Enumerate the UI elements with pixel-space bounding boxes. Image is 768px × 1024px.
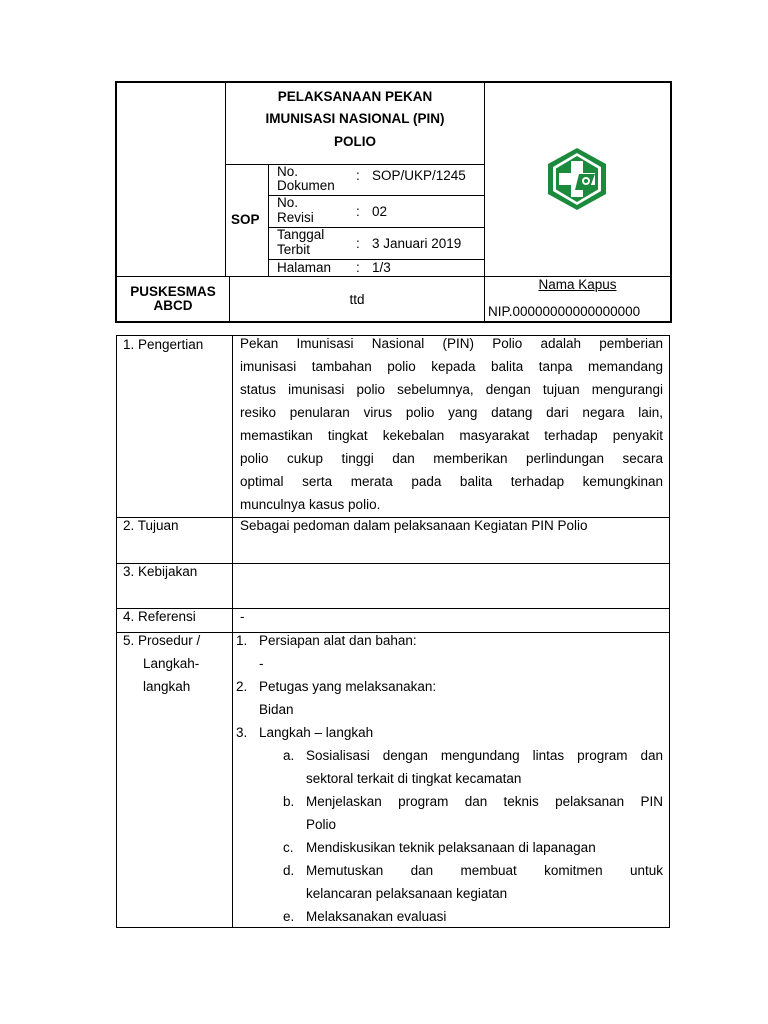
section-label-tujuan: 2. Tujuan bbox=[123, 518, 179, 533]
meta-colon: : bbox=[356, 236, 360, 251]
step-letter: a. bbox=[283, 748, 295, 763]
step-text: Polio bbox=[306, 817, 337, 832]
list-item bbox=[236, 721, 664, 744]
meta-label-revisi-1: No. bbox=[277, 195, 299, 210]
sop-label: SOP bbox=[231, 212, 260, 227]
tujuan-text: Sebagai pedoman dalam pelaksanaan Kegiatan PIN Polio bbox=[240, 518, 588, 533]
meta-label-tanggal-2: Terbit bbox=[277, 242, 311, 257]
list-text: Persiapan alat dan bahan: bbox=[259, 633, 417, 648]
step-letter: c. bbox=[283, 840, 294, 855]
doc-title-line-1: PELAKSANAAN PEKAN bbox=[277, 89, 433, 104]
meta-label-dokumen-2: Dokumen bbox=[277, 178, 335, 193]
pengertian-line: resiko penularan virus polio yang datang dari negara lain, bbox=[240, 405, 663, 420]
step-letter: d. bbox=[283, 863, 295, 878]
org-name-line-1: PUSKESMAS bbox=[130, 284, 216, 299]
list-text: Langkah – langkah bbox=[259, 725, 374, 740]
step-text: Mendiskusikan teknik pelaksanaan di lapanagan bbox=[306, 840, 596, 855]
step-item bbox=[236, 790, 664, 836]
meta-colon: : bbox=[356, 260, 360, 275]
pengertian-line: munculnya kasus polio. bbox=[240, 497, 381, 512]
step-text: Sosialisasi dengan mengundang lintas program dan bbox=[306, 748, 663, 763]
step-letter: e. bbox=[283, 909, 295, 924]
section-label-referensi: 4. Referensi bbox=[123, 609, 196, 624]
meta-label-revisi-2: Revisi bbox=[277, 210, 314, 225]
signature: ttd bbox=[349, 292, 365, 307]
section-label-prosedur bbox=[123, 629, 200, 698]
meta-label-dokumen-1: No. bbox=[277, 164, 299, 179]
step-item bbox=[236, 905, 664, 928]
pengertian-line: Pekan Imunisasi Nasional (PIN) Polio adalah pemberian bbox=[240, 336, 663, 351]
meta-value-tanggal: 3 Januari 2019 bbox=[372, 236, 462, 251]
prosedur-list bbox=[236, 629, 664, 928]
head-nip: NIP.00000000000000000 bbox=[488, 304, 641, 319]
prosedur-label-line: langkah bbox=[143, 679, 191, 694]
step-item bbox=[236, 836, 664, 859]
pengertian-line: imunisasi tambahan polio kepada balita tanpa memandang bbox=[240, 359, 663, 374]
list-subtext: Bidan bbox=[259, 702, 294, 717]
step-text: Melaksanakan evaluasi bbox=[306, 909, 447, 924]
step-item bbox=[236, 859, 664, 905]
doc-title-line-2: IMUNISASI NASIONAL (PIN) bbox=[265, 111, 445, 126]
list-item bbox=[236, 629, 664, 652]
head-name: Nama Kapus bbox=[538, 277, 617, 292]
pengertian-line: polio cukup tinggi dan memberikan perlindungan secara bbox=[240, 451, 663, 466]
list-item bbox=[236, 675, 664, 698]
step-text: kelancaran pelaksanaan kegiatan bbox=[306, 886, 508, 901]
puskesmas-logo-icon bbox=[545, 146, 609, 212]
step-text: Menjelaskan program dan teknis pelaksanan PIN bbox=[306, 794, 663, 809]
pengertian-line: optimal serta merata pada balita terhadap kemungkinan bbox=[240, 474, 663, 489]
section-label-kebijakan: 3. Kebijakan bbox=[123, 564, 198, 579]
step-item bbox=[236, 744, 664, 790]
meta-colon: : bbox=[356, 204, 360, 219]
list-text: Petugas yang melaksanakan: bbox=[259, 679, 437, 694]
prosedur-label-line: Langkah- bbox=[143, 656, 200, 671]
section-label-pengertian: 1. Pengertian bbox=[123, 337, 204, 352]
step-letter: b. bbox=[283, 794, 295, 809]
list-number: 1. bbox=[236, 633, 248, 648]
step-text: sektoral terkait di tingkat kecamatan bbox=[306, 771, 522, 786]
pengertian-line: memastikan tingkat kekebalan masyarakat terhadap penyakit bbox=[240, 428, 663, 443]
org-name-line-2: ABCD bbox=[153, 298, 193, 313]
meta-label-tanggal-1: Tanggal bbox=[277, 227, 325, 242]
referensi-text: - bbox=[240, 609, 245, 624]
meta-label-halaman: Halaman bbox=[277, 260, 332, 275]
meta-value-dokumen: SOP/UKP/1245 bbox=[372, 168, 466, 183]
doc-title-line-3: POLIO bbox=[333, 134, 376, 149]
step-text: Memutuskan dan membuat komitmen untuk bbox=[306, 863, 663, 878]
list-number: 2. bbox=[236, 679, 248, 694]
list-subtext: - bbox=[259, 656, 264, 671]
meta-value-halaman: 1/3 bbox=[372, 260, 391, 275]
meta-colon: : bbox=[356, 168, 360, 183]
prosedur-label-line: 5. Prosedur / bbox=[123, 633, 201, 648]
pengertian-line: status imunisasi polio sebelumnya, dengan tujuan mengurangi bbox=[240, 382, 663, 397]
list-number: 3. bbox=[236, 725, 248, 740]
meta-value-revisi: 02 bbox=[372, 204, 388, 219]
pengertian-text bbox=[240, 332, 663, 516]
